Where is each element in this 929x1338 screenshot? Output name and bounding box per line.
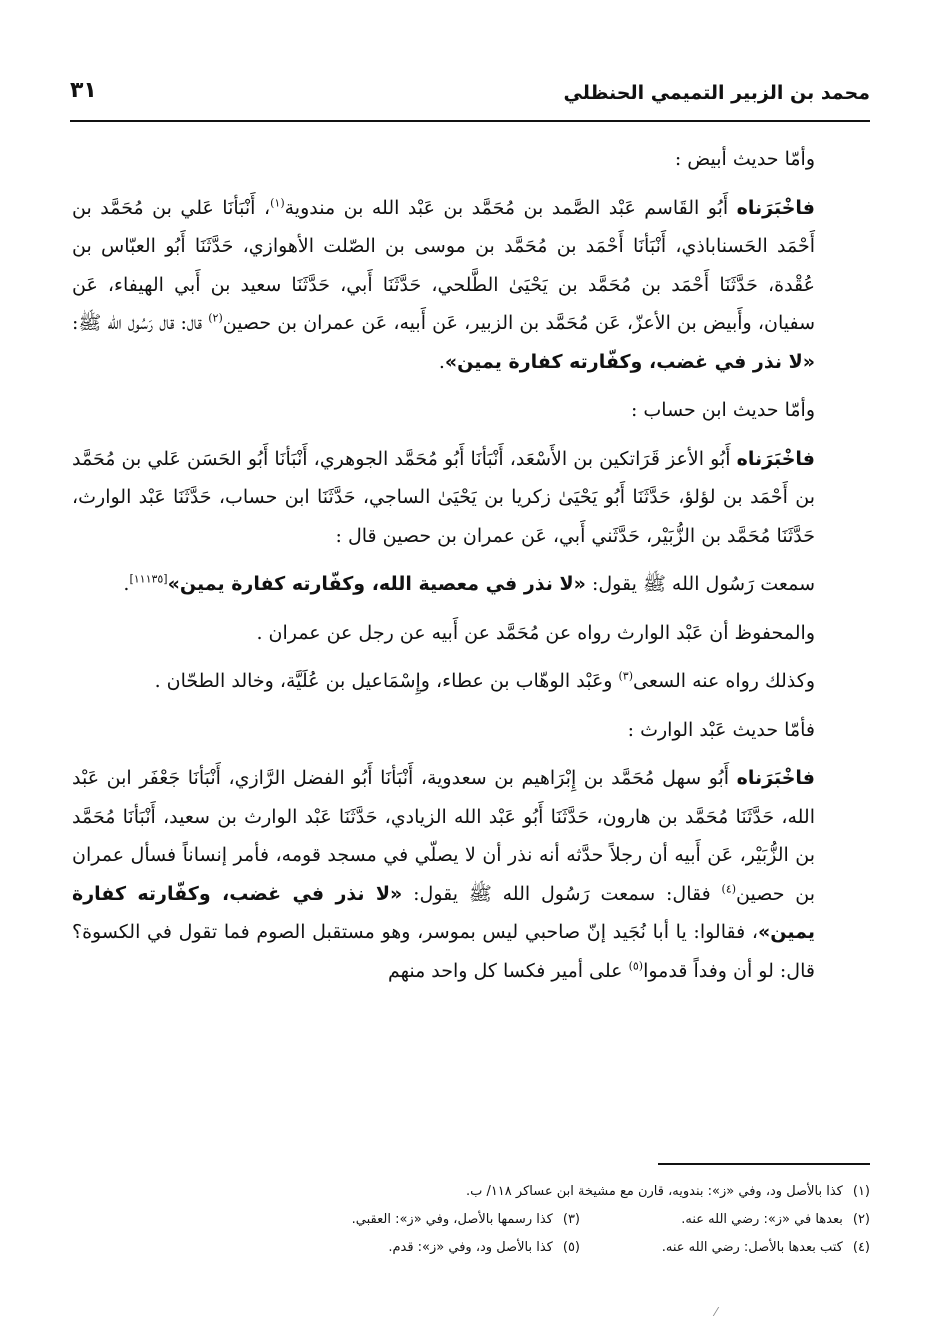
running-title: محمد بن الزبير التميمي الحنظلي (563, 82, 870, 104)
hadith-number: [١١١٣٥] (129, 572, 168, 586)
page-number: ٣١ (70, 78, 97, 103)
paragraph-text: فقال: سمعت رَسُول الله ﷺ يقول: (402, 882, 722, 905)
footnote-text: كذا بالأصل ود، وفي «ز»: بندويه، قارن مع مشيخة ابن عساكر ١١٨/ ب. (465, 1184, 843, 1199)
footnote-text: كذا رسمها بالأصل، وفي «ز»: العقبي. (351, 1212, 553, 1227)
footnotes (90, 1178, 870, 1262)
paragraph-mahfuz (72, 614, 870, 653)
paragraph-text: على أمير فكسا كل واحد منهم (387, 959, 629, 982)
footnote-5 (388, 1234, 580, 1262)
footnote-ref-3: (٣) (618, 669, 634, 683)
paragraph-text: والمحفوظ أن عَبْد الوارث رواه عن مُحَمَّد عن أَبيه عن رجل عن عمران . (256, 621, 815, 644)
paragraph-isnad-3 (72, 759, 870, 990)
hadith-quote: «لا نذر في غضب، وكفّارته كفارة يمين» (72, 882, 815, 943)
heading-text: فأمّا حديث عَبْد الوارث : (627, 718, 815, 741)
footnote-1 (466, 1178, 870, 1206)
paragraph-lead-word: فاخْبَرَناه (736, 447, 815, 470)
section-heading-abd-alwarith (72, 711, 870, 750)
heading-text: وأمّا حديث أبيض : (674, 148, 815, 170)
footnote-number: (٥) (562, 1240, 580, 1255)
footnote-ref-5: (٥) (628, 959, 644, 973)
footnote-ref-4: (٤) (721, 882, 737, 896)
footnote-text: كذا بالأصل ود، وفي «ز»: قدم. (388, 1240, 553, 1255)
footnote-2 (580, 1206, 870, 1234)
footnote-ref-1: (١) (270, 196, 285, 210)
footnote-rule (658, 1163, 870, 1165)
footnote-number: (٤) (852, 1240, 870, 1255)
footnote-3 (352, 1206, 580, 1234)
paragraph-text: وعَبْد الوهّاب بن عطاء، وإِسْمَاعيل بن عُلَيَّة، وخالد الطحّان . (154, 670, 619, 692)
paragraph-kadhalik (72, 662, 870, 701)
heading-text: وأمّا حديث ابن حساب : (630, 399, 815, 421)
footnote-row (90, 1234, 870, 1262)
paragraph-text: أَبُو القَاسم عَبْد الصَّمد بن مُحَمَّد بن عَبْد الله بن مندوية (284, 196, 737, 219)
paragraph-text: وكذلك رواه عنه السعى (633, 670, 815, 692)
main-text (72, 140, 870, 1000)
paragraph-lead-word: فاخْبَرَناه (736, 196, 816, 219)
hadith-quote: «لا نذر في غضب، وكفّارته كفارة يمين» (444, 350, 815, 373)
paragraph-end: . (438, 350, 445, 373)
footnote-ref-2: (٢) (208, 311, 223, 325)
paragraph-text: أَبُو سهل مُحَمَّد بن إِبْرَاهيم بن سعدوية، أَنْبَأنَا أَبُو الفضل الرَّازي، أَنْبَأنَا جَعْفَر ابن عَبْد الله، حَدَّثَنَا مُحَمَّد بن هارون، حَدَّثَنَا أَبُو عَبْد الله الزيادي، حَدَّثَنَا عَبْد الوارث بن سعيد، أَنْبَأنَا مُحَمَّد بن الزُّبَيْر، عَن أَبيه أن رجلاً حدَّثه أنه نذر أن لا يصلّي في مسجد قومه، فأمر إنساناً فسأل عمران بن حصين (72, 767, 816, 905)
paragraph-text: أَبُو الأعز قَرَاتكين بن الأَسْعَد، أَنْبَأنَا أَبُو مُحَمَّد الجوهري، أَنْبَأنَا أَبُو الحَسَن عَلي بن مُحَمَّد بن أَحْمَد بن لؤلؤ، حَدَّثَنَا أَبُو يَحْيَىٰ زكريا بن يَحْيَىٰ الساجي، حَدَّثَنَا ابن حساب، حَدَّثَنَا عَبْد الوارث، حَدَّثَنَا مُحَمَّد بن الزُّبَيْر، حَدَّثَني أَبي، عَن عمران بن حصين قال : (72, 447, 815, 547)
paragraph-end: . (123, 573, 130, 595)
running-header (70, 76, 870, 116)
hadith-quote: «لا نذر في معصية الله، وكفّارته كفارة يمين» (167, 573, 586, 595)
footnote-4 (580, 1234, 870, 1262)
paragraph-hadith-text (72, 565, 870, 604)
paragraph-lead-word: فاخْبَرَناه (736, 767, 815, 789)
section-heading-abyad (72, 140, 870, 179)
paragraph-text: سمعت رَسُول الله ﷺ يقول: (585, 573, 815, 595)
paragraph-isnad-2 (72, 440, 870, 556)
footnote-row (90, 1178, 870, 1206)
scan-mark: ⁄ (715, 1305, 718, 1319)
footnote-number: (١) (852, 1184, 870, 1199)
paragraph-text: قال: قال رَسُول الله ﷺ: (72, 312, 209, 334)
footnote-text: بعدها في «ز»: رضي الله عنه. (681, 1212, 843, 1227)
footnote-text: كتب بعدها بالأصل: رضي الله عنه. (661, 1240, 843, 1255)
header-rule (70, 120, 870, 122)
paragraph-isnad-1 (72, 189, 870, 382)
paragraph-text: ، أَنْبَأنَا عَلي بن مُحَمَّد بن أَحْمَد الحَسناباذي، أَنْبَأنَا أَحْمَد بن مُحَمَّد بن موسى بن الصّلت الأهوازي، حَدَّثَنَا أَبُو العبّاس بن عُقْدة، حَدَّثَنَا أَحْمَد بن مُحَمَّد بن يَحْيَىٰ الطَّلحي، حَدَّثَنَا أَبي، حَدَّثَنَا سعيد بن أَبي الهيفاء، عَن سفيان، وأَبيض بن الأعزّ، عَن مُحَمَّد بن الزبير، عَن أَبيه، عَن عمران بن حصين (72, 196, 815, 334)
section-heading-ibn-hisab (72, 391, 870, 430)
paragraph-text: ، فقالوا: يا أبا نُجَيد إنّ صاحبي ليس بموسر، وهو مستقبل الصوم فما تقول في الكسوة؟ قال: لو أن وفداً قدموا (72, 921, 815, 982)
footnote-row (90, 1206, 870, 1234)
footnote-number: (٢) (852, 1212, 870, 1227)
footnote-number: (٣) (562, 1212, 580, 1227)
